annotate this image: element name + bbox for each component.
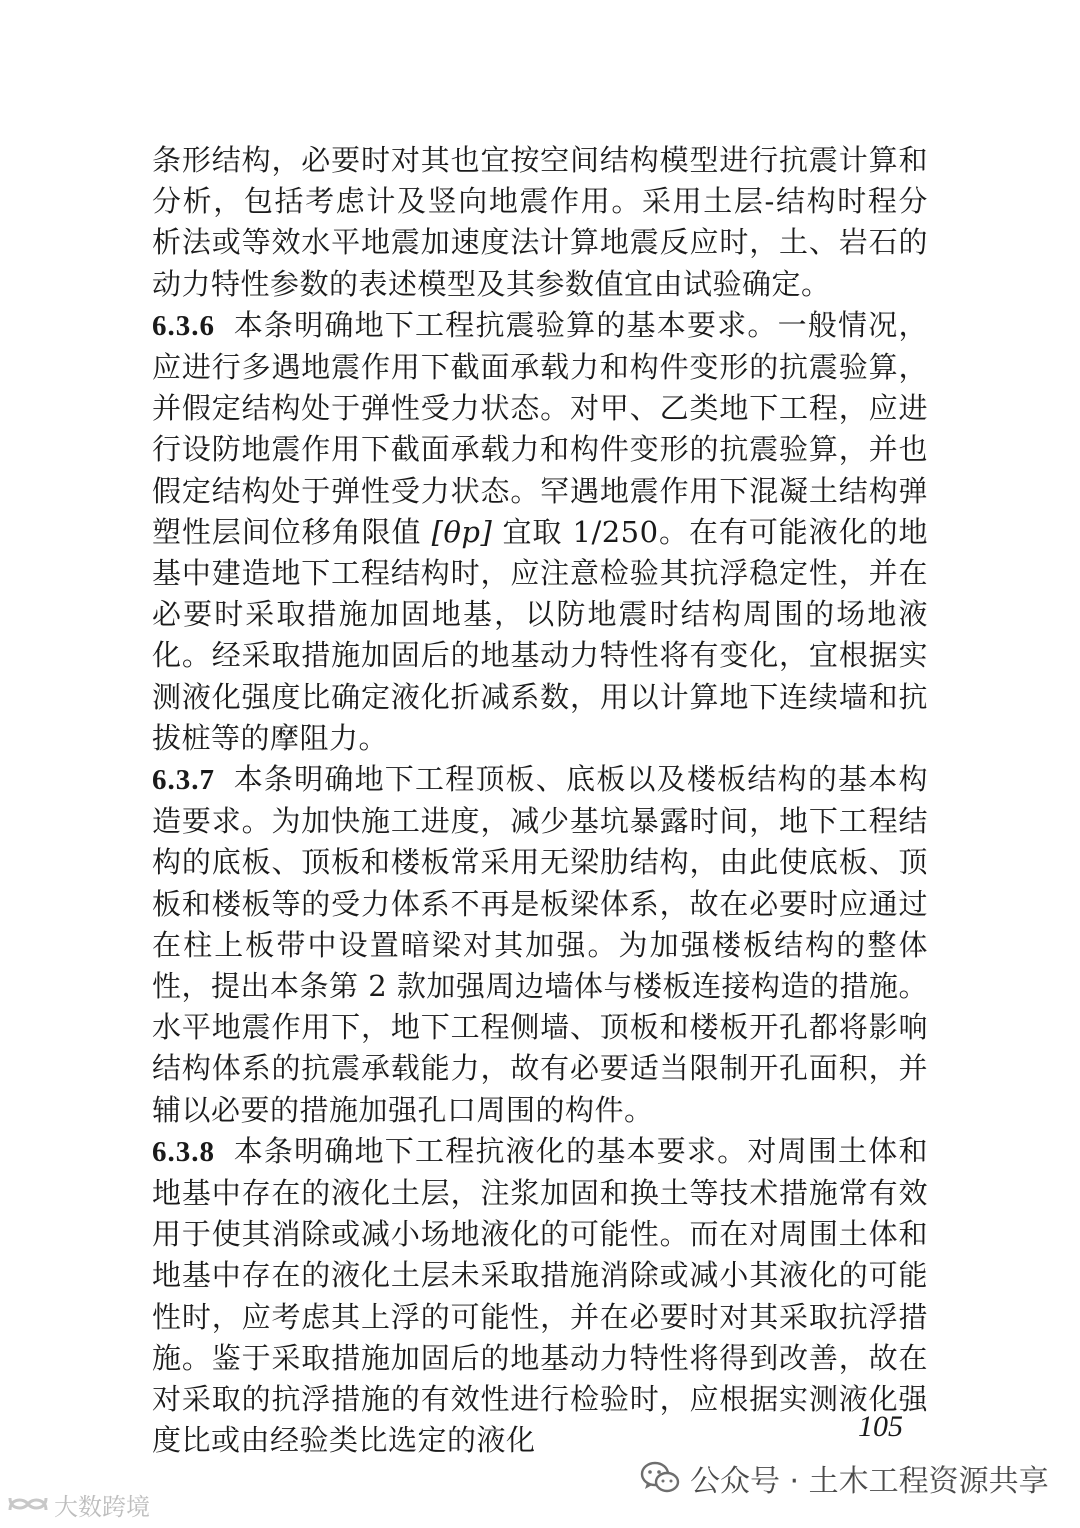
watermark-right xyxy=(640,1458,1049,1498)
watermark-text: 大数跨境 xyxy=(54,1492,150,1521)
page-number: 105 xyxy=(858,1410,903,1443)
paragraph-text: 本条明确地下工程顶板、底板以及楼板结构的基本构造要求。为加快施工进度，减少基坑暴露时间，地下工程结构的底板、顶板和楼板常采用无梁肋结构，由此使底板、顶板和楼板等的受力体系不再是板梁体系，故在必要时应通过在柱上板带中设置暗梁对其加强。为加强楼板结构的整体性，提出本条第 2 款加强周边墙体与楼板连接构造的措施。水平地震作用下，地下工程侧墙、顶板和楼板开孔都将影响结构体系的抗震承载能力，故有必要适当限制开孔面积，并辅以必要的措施加强孔口周围的构件。 xyxy=(152,762,928,1127)
clause-6-3-8 xyxy=(152,1131,928,1462)
theta-limit-symbol: [θp] xyxy=(431,514,493,549)
paragraph-continuation xyxy=(152,140,928,305)
paragraph-text: 宜取 1/250。在有可能液化的地基中建造地下工程结构时，应注意检验其抗浮稳定性，并在必要时采取措施加固地基，以防地震时结构周围的场地液化。经采取措施加固后的地基动力特性将有变化，宜根据实测液化强度比确定液化折减系数，用以计算地下连续墙和抗拔桩等的摩阻力。 xyxy=(152,514,929,755)
clause-6-3-7 xyxy=(152,759,928,1131)
clause-number: 6.3.6 xyxy=(152,309,215,342)
clause-number: 6.3.8 xyxy=(152,1135,215,1168)
paragraph-text: 本条明确地下工程抗震验算的基本要求。一般情况，应进行多遇地震作用下截面承载力和构件变形的抗震验算，并假定结构处于弹性受力状态。对甲、乙类地下工程，应进行设防地震作用下截面承载力和构件变形的抗震验算，并也假定结构处于弹性受力状态。罕遇地震作用下混凝土结构弹塑性层间位移角限值 xyxy=(152,307,928,549)
watermark-text: 公众号 · 土木工程资源共享 xyxy=(690,1464,1049,1499)
wechat-icon xyxy=(640,1461,680,1495)
paragraph-text: 本条明确地下工程抗液化的基本要求。对周围土体和地基中存在的液化土层，注浆加固和换土等技术措施常有效用于使其消除或减小场地液化的可能性。而在对周围土体和地基中存在的液化土层未采取措施消除或减小其液化的可能性时，应考虑其上浮的可能性，并在必要时对其采取抗浮措施。鉴于采取措施加固后的地基动力特性将得到改善，故在对采取的抗浮措施的有效性进行检验时，应根据实测液化强度比或由经验类比选定的液化 xyxy=(152,1133,928,1458)
body-text xyxy=(152,140,928,1462)
watermark-left xyxy=(6,1486,150,1522)
clause-6-3-6 xyxy=(152,305,928,759)
paragraph-text: 条形结构，必要时对其也宜按空间结构模型进行抗震计算和分析，包括考虑计及竖向地震作用。采用土层-结构时程分析法或等效水平地震加速度法计算地震反应时，土、岩石的动力特性参数的表述模型及其参数值宜由试验确定。 xyxy=(152,143,928,301)
logo-mark-icon xyxy=(6,1490,50,1518)
clause-number: 6.3.7 xyxy=(152,764,215,797)
